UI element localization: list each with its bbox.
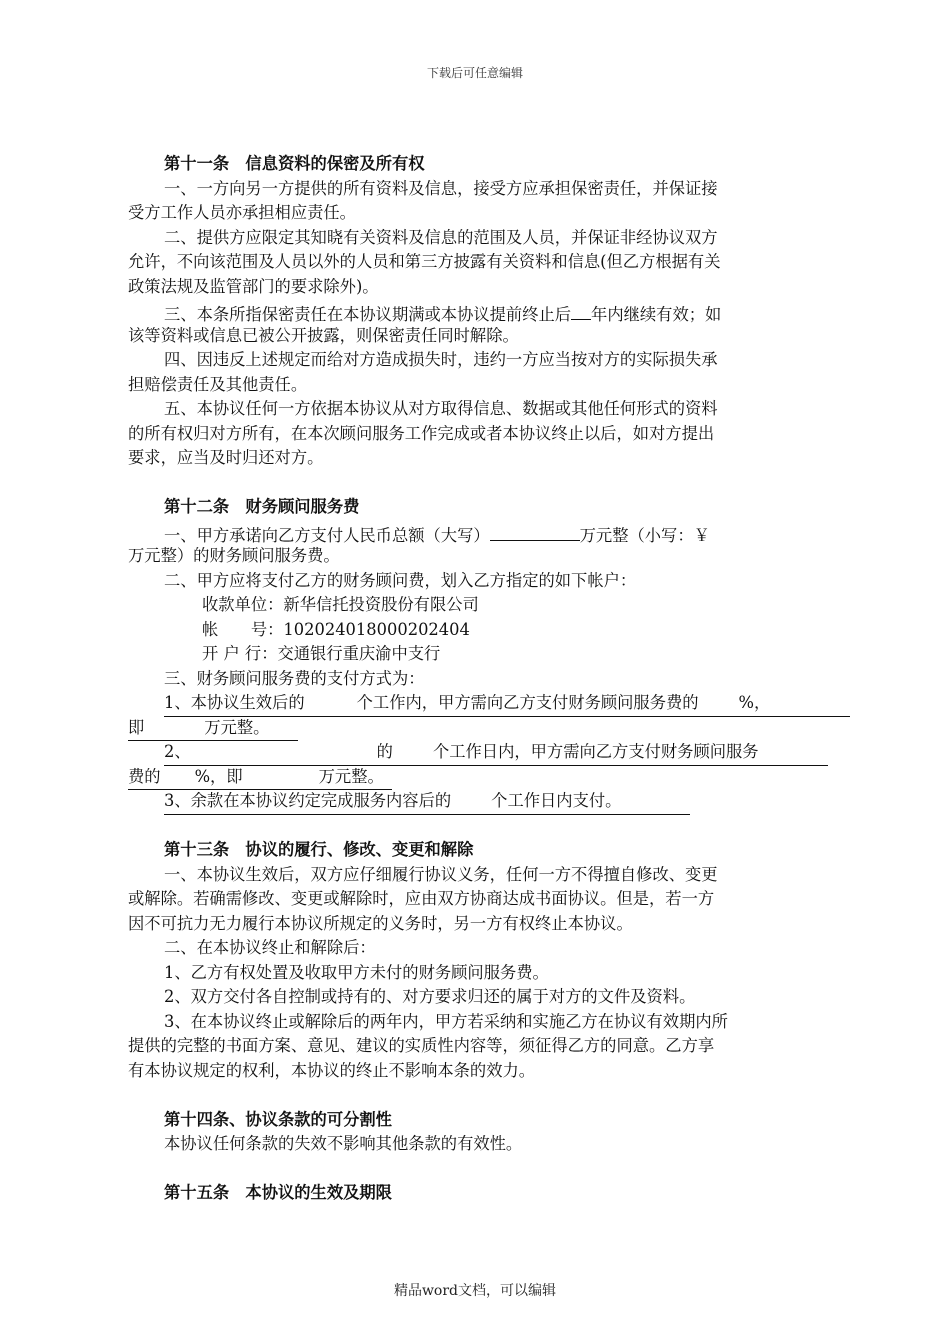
paragraph: 五、本协议任何一方依据本协议从对方取得信息、数据或其他任何形式的资料	[164, 399, 718, 418]
section-12-title: 第十二条 财务顾问服务费	[164, 497, 360, 516]
paragraph: 有本协议规定的权利，本协议的终止不影响本条的效力。	[128, 1060, 536, 1080]
payment-item-1: 1、本协议生效后的 个工作内，甲方需向乙方支付财务顾问服务费的 %，	[128, 691, 832, 716]
section-15-title: 第十五条 本协议的生效及期限	[164, 1183, 392, 1202]
paragraph: 政策法规及监管部门的要求除外)。	[128, 276, 379, 296]
paragraph: 该等资料或信息已被公开披露，则保密责任同时解除。	[128, 325, 519, 345]
paragraph: 二、在本协议终止和解除后：	[164, 938, 376, 957]
document-body	[128, 152, 832, 1206]
section-14-title: 第十四条、协议条款的可分割性	[164, 1109, 392, 1129]
page-footer: 精品word文档，可以编辑	[393, 1283, 557, 1299]
paragraph: 三、财务顾问服务费的支付方式为：	[164, 668, 425, 688]
page-header: 下载后可任意编辑	[426, 66, 523, 80]
list-item: 3、在本协议终止或解除后的两年内，甲方若采纳和实施乙方在协议有效期内所	[164, 1011, 728, 1031]
blank-field	[571, 299, 591, 320]
payment-item-2: 2、 的 个工作日内，甲方需向乙方支付财务顾问服务	[128, 740, 832, 765]
section-13-title: 第十三条 协议的履行、修改、变更和解除	[164, 840, 474, 859]
paragraph: 一、一方向另一方提供的所有资料及信息，接受方应承担保密责任，并保证接	[164, 178, 718, 198]
payment-item-2-cont: 费的 %，即 万元整。	[128, 765, 832, 790]
paragraph: 要求，应当及时归还对方。	[128, 448, 324, 467]
payment-item-3: 3、余款在本协议约定完成服务内容后的 个工作日内支付。	[128, 789, 832, 814]
paragraph: 二、提供方应限定其知晓有关资料及信息的范围及人员，并保证非经协议双方	[164, 227, 718, 247]
paragraph: 担赔偿责任及其他责任。	[128, 374, 308, 394]
list-item: 2、双方交付各自控制或持有的、对方要求归还的属于对方的文件及资料。	[164, 987, 696, 1006]
paragraph: 一、本协议生效后，双方应仔细履行协议义务，任何一方不得擅自修改、变更	[164, 864, 718, 884]
paragraph: 二、甲方应将支付乙方的财务顾问费，划入乙方指定的如下帐户：	[164, 570, 637, 590]
paragraph: 一、甲方承诺向乙方支付人民币总额（大写） 万元整（小写：￥	[128, 520, 832, 545]
payment-item-1-cont: 即 万元整。	[128, 716, 832, 741]
paragraph: 因不可抗力无力履行本协议所规定的义务时，另一方有权终止本协议。	[128, 913, 633, 933]
account-number: 帐 号：102024018000202404	[202, 619, 470, 639]
paragraph: 或解除。若确需修改、变更或解除时，应由双方协商达成书面协议。但是，若一方	[128, 889, 715, 908]
list-item: 1、乙方有权处置及收取甲方未付的财务顾问服务费。	[164, 962, 549, 982]
section-11-title: 第十一条 信息资料的保密及所有权	[164, 154, 425, 173]
paragraph: 允许，不向该范围及人员以外的人员和第三方披露有关资料和信息(但乙方根据有关	[128, 252, 721, 271]
paragraph: 受方工作人员亦承担相应责任。	[128, 203, 356, 222]
paragraph: 四、因违反上述规定而给对方造成损失时，违约一方应当按对方的实际损失承	[164, 350, 718, 369]
paragraph: 提供的完整的书面方案、意见、建议的实质性内容等，须征得乙方的同意。乙方享	[128, 1036, 715, 1055]
account-bank: 开 户 行：交通银行重庆渝中支行	[202, 644, 441, 663]
account-name: 收款单位：新华信托投资股份有限公司	[202, 595, 479, 614]
paragraph: 的所有权归对方所有，在本次顾问服务工作完成或者本协议终止以后，如对方提出	[128, 423, 715, 443]
paragraph: 本协议任何条款的失效不影响其他条款的有效性。	[164, 1134, 523, 1153]
blank-field	[490, 520, 580, 541]
paragraph: 万元整）的财务顾问服务费。	[128, 546, 340, 565]
paragraph: 三、本条所指保密责任在本协议期满或本协议提前终止后 年内继续有效；如	[128, 299, 832, 324]
